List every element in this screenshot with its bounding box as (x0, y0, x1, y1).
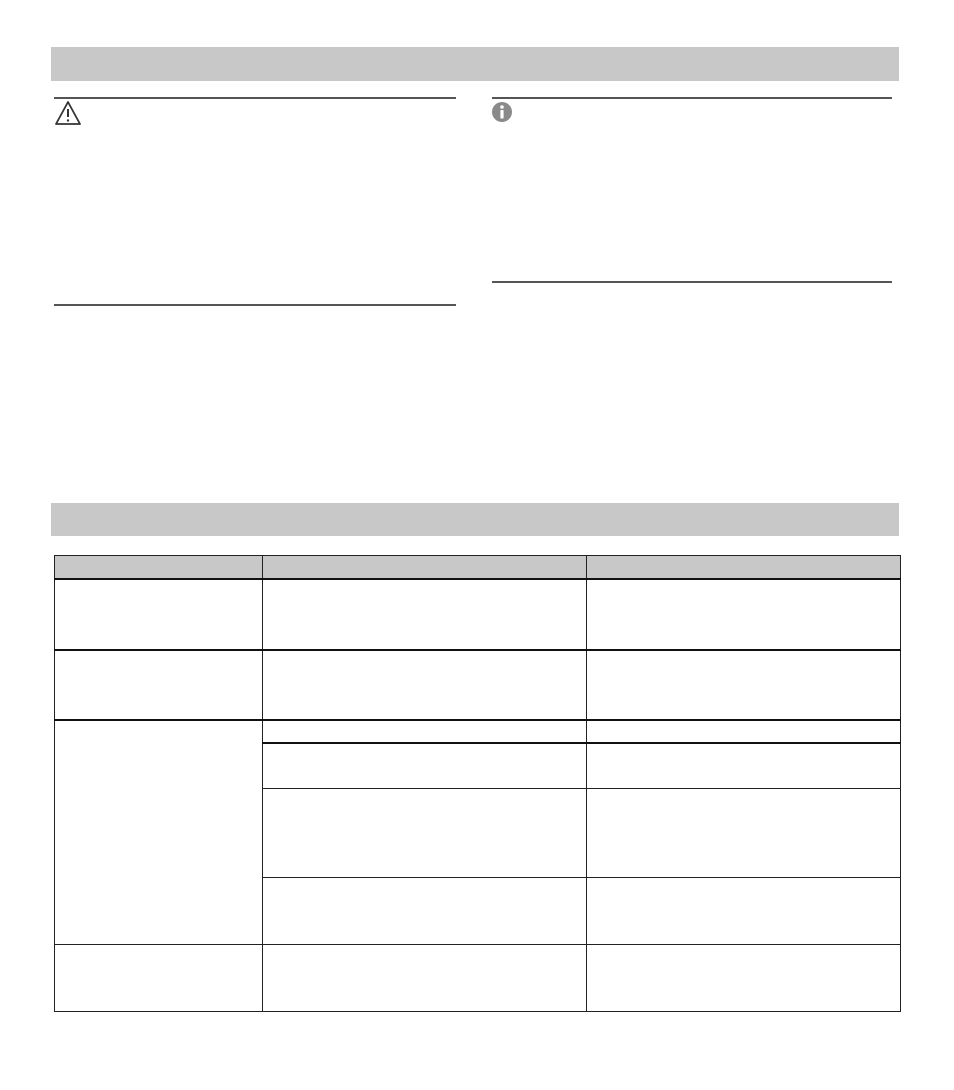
remedy-cell (587, 579, 901, 650)
table-row (55, 944, 901, 1011)
table-row (55, 579, 901, 650)
troubleshooting-table (54, 555, 901, 1012)
remedy-cell (587, 877, 901, 944)
section-header-band (51, 47, 899, 81)
cause-cell (263, 579, 587, 650)
warning-triangle-icon (54, 100, 82, 126)
info-box-top-rule (492, 97, 892, 99)
table-row (55, 650, 901, 720)
remedy-cell (587, 743, 901, 788)
remedy-cell (587, 944, 901, 1011)
remedy-cell (587, 650, 901, 720)
info-circle-icon (491, 101, 513, 123)
cause-cell (263, 944, 587, 1011)
header-problem (55, 556, 263, 580)
header-remedy (587, 556, 901, 580)
problem-cell (55, 650, 263, 720)
table-header-row (55, 556, 901, 580)
table-row (55, 720, 901, 743)
remedy-cell (587, 720, 901, 743)
info-box-bottom-rule (492, 281, 892, 283)
cause-cell (263, 650, 587, 720)
cause-cell (263, 788, 587, 877)
problem-cell (55, 579, 263, 650)
cause-cell (263, 720, 587, 743)
problem-cell (55, 944, 263, 1011)
troubleshooting-header-band (51, 503, 899, 536)
problem-cell (55, 720, 263, 944)
remedy-cell (587, 788, 901, 877)
warning-box-top-rule (54, 97, 456, 99)
warning-box-bottom-rule (54, 304, 456, 306)
header-cause (263, 556, 587, 580)
cause-cell (263, 877, 587, 944)
cause-cell (263, 743, 587, 788)
